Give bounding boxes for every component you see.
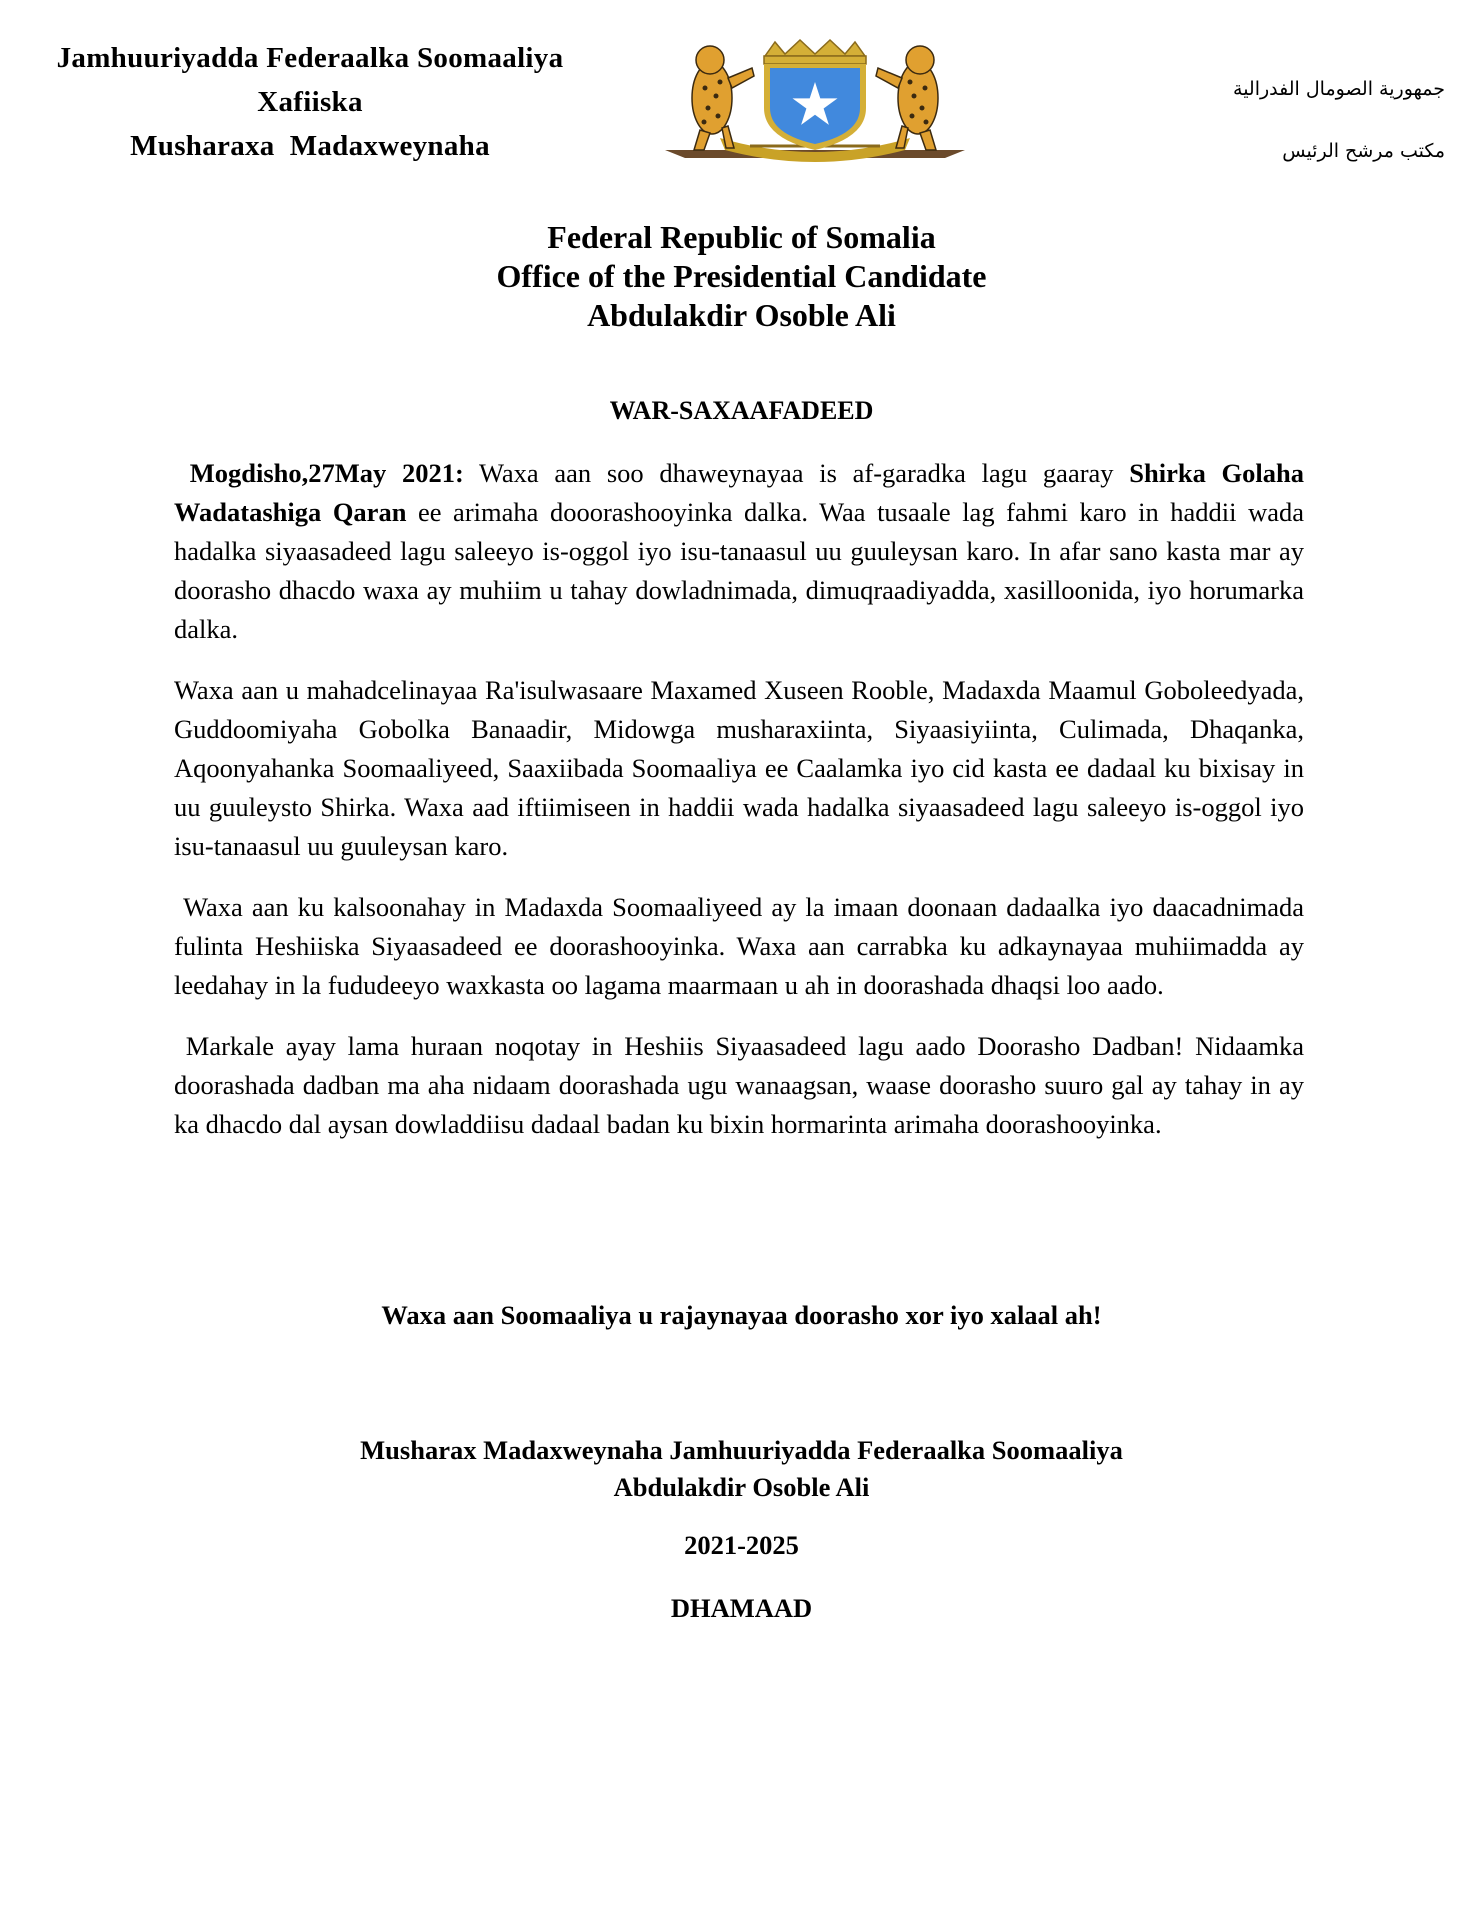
paragraph-4 — [174, 1027, 1304, 1144]
letterhead-arabic-line: جمهورية الصومال الفدرالية — [1233, 78, 1445, 100]
paragraph-2: Waxa aan u mahadcelinayaa Ra'isulwasaare Maxamed Xuseen Rooble, Madaxda Maamul Goboleedyada, Guddoomiyaha Gobolka Banaadir, Midowga musharaxiinta, Siyaasiyiinta, Culimada, Dhaqanka, Aqoonyahanka Soomaaliyeed, Saaxiibada Soomaaliya ee Caalamka iyo cid kasta ee dadaal ku bixisay in uu guuleysto Shirka. Waxa aad iftiimiseen in haddii wada hadalka siyaasadeed lagu saleeyo is-oggol iyo isu-tanaasul uu guuleysan karo. — [174, 675, 1304, 861]
paragraph-text: Markale ayay lama huraan noqotay in Heshiis Siyaasadeed lagu aado Doorasho Dadban! Nidaamka doorashada dadban ma aha nidaam doorashada ugu wanaagsan, waase doorasho suuro gal ay tahay in ay ka dhacdo dal aysan dowladdiisu dadaal badan ku bixin hormarinta arimaha doorashooyinka. — [174, 1031, 1305, 1139]
title-line-candidate: Abdulakdir Osoble Ali — [587, 297, 896, 333]
letterhead-somali-line: Jamhuuriyadda Federaalka Soomaaliya — [56, 42, 564, 74]
end-marker: DHAMAAD — [670, 1593, 813, 1623]
press-release-heading: WAR-SAXAAFADEED — [609, 396, 874, 425]
coat-of-arms-of-somalia-icon — [660, 38, 970, 176]
letterhead-arabic — [1085, 58, 1445, 182]
paragraph-1 — [174, 454, 1304, 649]
letterhead-arabic-line: مكتب مرشح الرئيس — [1282, 140, 1445, 162]
conference-name: Shirka Golaha Wadatashiga Qaran — [174, 458, 1305, 527]
document-title — [0, 218, 1483, 335]
letterhead-somali-line: Musharaxa Madaxweynaha — [130, 130, 490, 162]
signature-block — [0, 1432, 1483, 1506]
signature-name: Abdulakdir Osoble Ali — [613, 1472, 870, 1502]
signature-title: Musharax Madaxweynaha Jamhuuriyadda Federaalka Soomaaliya — [360, 1435, 1123, 1465]
letterhead-somali — [20, 36, 600, 168]
letterhead-somali-line: Xafiiska — [257, 86, 363, 118]
title-line-country: Federal Republic of Somalia — [547, 219, 936, 255]
term-years: 2021-2025 — [684, 1530, 799, 1560]
paragraph-text: Waxa aan soo dhaweynayaa is af-garadka lagu gaaray — [463, 458, 1130, 488]
closing-wish: Waxa aan Soomaaliya u rajaynayaa doorasho xor iyo xalaal ah! — [381, 1300, 1102, 1330]
title-line-office: Office of the Presidential Candidate — [496, 258, 987, 294]
press-release-body — [174, 454, 1304, 1166]
dateline: Mogdisho,27May 2021: — [189, 458, 464, 488]
paragraph-text: Waxa aan ku kalsoonahay in Madaxda Soomaaliyeed ay la imaan doonaan dadaalka iyo daacadnimada fulinta Heshiiska Siyaasadeed ee doorashooyinka. Waxa aan carrabka ku adkaynayaa muhiimadda ay leedahay in la fududeeyo waxkasta oo lagama maarmaan u ah in doorashada dhaqsi loo aado. — [174, 892, 1304, 1000]
paragraph-text: ee arimaha dooorashooyinka dalka. Waa tusaale lag fahmi karo in haddii wada hadalka siyaasadeed lagu saleeyo is-oggol iyo isu-tanaasul uu guuleysan karo. In afar sano kasta mar ay doorasho dhacdo waxa ay muhiim u tahay dowladnimada, dimuqraadiyadda, xasilloonida, iyo horumarka dalka. — [174, 497, 1304, 644]
paragraph-3 — [174, 888, 1304, 1005]
